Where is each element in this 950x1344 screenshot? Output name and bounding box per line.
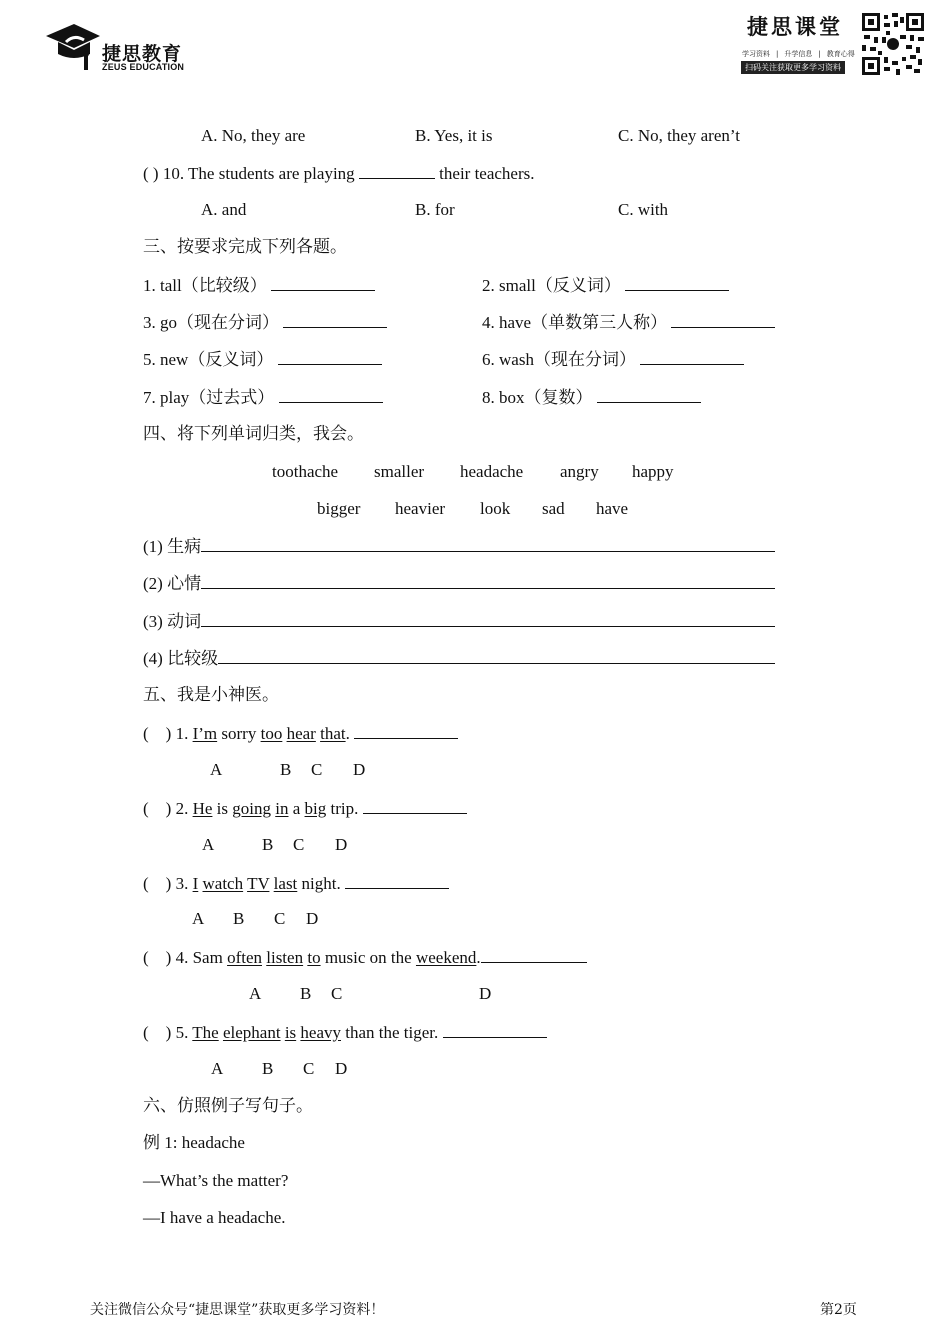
answer-blank[interactable] (671, 312, 775, 328)
section-3-item (143, 349, 382, 370)
letter-c: C (293, 835, 305, 854)
item-label: 1. tall（比较级） (143, 276, 267, 295)
letter-b: B (262, 835, 274, 854)
q10-option-b: B. for (415, 200, 455, 219)
category-label: (4) 比较级 (143, 649, 219, 668)
item-label: 2. small（反义词） (482, 276, 621, 295)
brand-tags: 学习资料 | 升学信息 | 教育心得 (742, 50, 855, 58)
answer-blank[interactable] (279, 387, 383, 403)
footer-note: 关注微信公众号“捷思课堂”获取更多学习资料！ (90, 1302, 385, 1318)
section-3-item (482, 312, 775, 333)
letter-d: D (335, 835, 348, 854)
word-bank-word: sad (542, 499, 565, 518)
item-label: 5. new（反义词） (143, 350, 274, 369)
underlined-word-c: is (284, 1023, 297, 1042)
underlined-word-a: often (227, 948, 262, 967)
example-dialogue-line-1: —What’s the matter? (143, 1171, 289, 1190)
category-line (143, 536, 775, 557)
section-3-item (482, 275, 729, 296)
question-text: their teachers. (439, 164, 535, 183)
letter-d: D (479, 984, 492, 1003)
underlined-word-a: He (192, 799, 213, 818)
answer-blank[interactable] (597, 387, 701, 403)
answer-blank[interactable] (201, 536, 775, 552)
letter-a: A (249, 984, 262, 1003)
answer-blank[interactable] (283, 312, 387, 328)
category-line (143, 573, 775, 594)
letter-d: D (306, 909, 319, 928)
correction-question-5: ( ) 5. The elephant is heavy than the tiger. (143, 1022, 547, 1043)
answer-blank[interactable] (354, 723, 458, 739)
brand-title: 捷思课堂 (747, 14, 843, 39)
section-3-item (482, 349, 744, 370)
underlined-word-b: elephant (222, 1023, 281, 1042)
answer-blank[interactable] (363, 798, 467, 814)
brand-tag: 升学信息 (784, 50, 813, 58)
answer-blank[interactable] (278, 349, 382, 365)
letter-b: B (262, 1059, 274, 1078)
section-5-title: 五、我是小神医。 (143, 685, 279, 704)
underlined-word-c: to (307, 948, 321, 967)
underlined-word-a: I (192, 874, 199, 893)
letter-c: C (303, 1059, 315, 1078)
logo-mortarboard-icon (44, 22, 102, 74)
example-dialogue-line-2: —I have a headache. (143, 1208, 286, 1227)
letter-b: B (233, 909, 245, 928)
answer-blank[interactable] (345, 873, 449, 889)
letter-c: C (274, 909, 286, 928)
word-bank-word: look (480, 499, 511, 518)
example-label: 例 1: headache (143, 1133, 245, 1152)
answer-blank[interactable] (443, 1022, 547, 1038)
category-label: (1) 生病 (143, 537, 202, 556)
answer-blank[interactable] (640, 349, 744, 365)
brand-banner: 扫码关注获取更多学习资料 (741, 61, 845, 74)
question-text: 10. The students are playing (162, 164, 355, 183)
word-bank-word: angry (560, 462, 599, 481)
qr-code-icon (862, 13, 924, 75)
letter-b: B (300, 984, 312, 1003)
correction-question-1: ( ) 1. I’m sorry too hear that. (143, 723, 458, 744)
underlined-word-a: I’m (192, 724, 218, 743)
underlined-word-d: heavy (300, 1023, 341, 1042)
category-line (143, 648, 775, 669)
item-label: 8. box（复数） (482, 388, 593, 407)
answer-blank[interactable] (201, 573, 775, 589)
answer-blank[interactable] (481, 947, 587, 963)
q9-option-a: A. No, they are (201, 126, 306, 145)
underlined-word-d: that (320, 724, 346, 743)
answer-paren: ( ) (143, 164, 159, 183)
section-3-item (143, 312, 387, 333)
underlined-word-c: TV (247, 874, 270, 893)
letter-c: C (311, 760, 323, 779)
letter-a: A (210, 760, 223, 779)
correction-question-2: ( ) 2. He is going in a big trip. (143, 798, 467, 819)
underlined-word-d: last (273, 874, 298, 893)
word-bank-word: bigger (317, 499, 361, 518)
q9-option-c: C. No, they aren’t (618, 126, 740, 145)
word-bank-word: headache (460, 462, 524, 481)
section-3-item (143, 387, 383, 408)
correction-question-3: ( ) 3. I watch TV last night. (143, 873, 449, 894)
letter-d: D (335, 1059, 348, 1078)
word-bank-word: have (596, 499, 629, 518)
letter-a: A (211, 1059, 224, 1078)
letter-d: D (353, 760, 366, 779)
item-label: 3. go（现在分词） (143, 313, 279, 332)
underlined-word-a: The (192, 1023, 219, 1042)
underlined-word-b: listen (266, 948, 304, 967)
underlined-word-d: big (304, 799, 327, 818)
answer-blank[interactable] (359, 163, 435, 179)
letter-a: A (192, 909, 205, 928)
item-label: 4. have（单数第三人称） (482, 313, 668, 332)
logo-english-name: ZEUS EDUCATION (102, 62, 185, 72)
answer-blank[interactable] (218, 648, 775, 664)
underlined-word-b: too (260, 724, 283, 743)
answer-blank[interactable] (625, 275, 729, 291)
underlined-word-b: watch (202, 874, 244, 893)
section-6-title: 六、仿照例子写句子。 (143, 1096, 313, 1115)
page-number: 第2页 (820, 1302, 857, 1318)
item-label: 6. wash（现在分词） (482, 350, 636, 369)
logo-chinese-name: 捷思教育 (102, 43, 183, 65)
word-bank-word: toothache (272, 462, 339, 481)
brand-tag: 教育心得 (826, 50, 855, 58)
q9-option-b: B. Yes, it is (415, 126, 493, 145)
section-3-item (143, 275, 375, 296)
category-label: (2) 心情 (143, 574, 202, 593)
section-3-title: 三、按要求完成下列各题。 (143, 237, 347, 256)
correction-question-4: ( ) 4. Sam often listen to music on the weekend. (143, 947, 587, 968)
q10-option-c: C. with (618, 200, 669, 219)
underlined-word-c: in (275, 799, 289, 818)
word-bank-word: happy (632, 462, 674, 481)
item-label: 7. play（过去式） (143, 388, 275, 407)
word-bank-word: heavier (395, 499, 446, 518)
letter-a: A (202, 835, 215, 854)
section-3-item (482, 387, 701, 408)
underlined-word-c: hear (286, 724, 316, 743)
letter-b: B (280, 760, 292, 779)
question-10 (143, 163, 535, 184)
underlined-word-b: going (232, 799, 271, 818)
letter-c: C (331, 984, 343, 1003)
underlined-word-d: weekend (415, 948, 477, 967)
answer-blank[interactable] (271, 275, 375, 291)
section-4-title: 四、将下列单词归类，我会。 (143, 424, 364, 443)
q10-option-a: A. and (201, 200, 247, 219)
brand-tag: 学习资料 (742, 50, 770, 58)
word-bank-word: smaller (374, 462, 425, 481)
category-label: (3) 动词 (143, 612, 202, 631)
answer-blank[interactable] (201, 611, 775, 627)
category-line (143, 611, 775, 632)
